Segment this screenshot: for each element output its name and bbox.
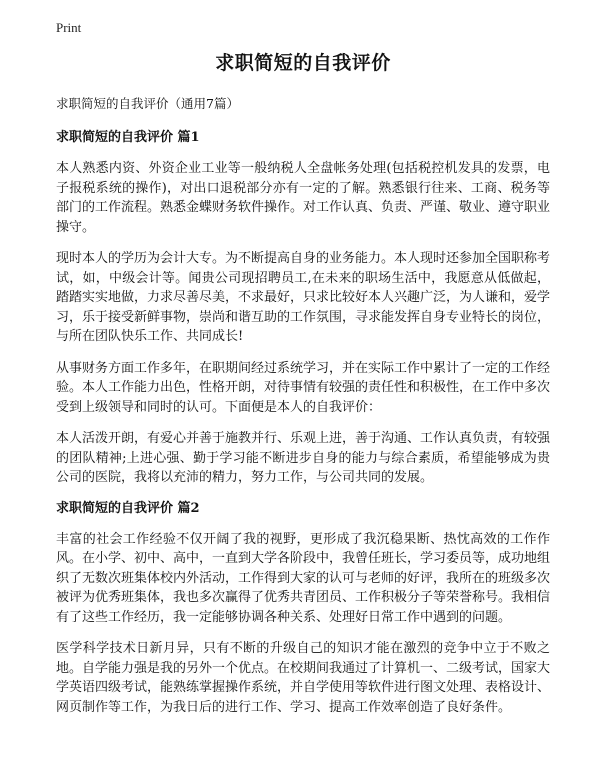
section-1 [56,129,550,488]
document-intro: 求职简短的自我评价（通用7篇） [56,96,239,111]
section-2 [56,500,550,718]
section-heading: 求职简短的自我评价 篇1 [56,130,200,145]
paragraph: 现时本人的学历为会计大专。为不断提高自身的业务能力。本人现时还参加全国职称考试，如，中级会计等。闻贵公司现招聘员工,在未来的职场生活中，我愿意从低做起，踏踏实实地做，力求尽善尽美，不求最好，只求比较好本人兴趣广泛，为人谦和，爱学习，乐于接受新鲜事物，崇尚和谐互助的工作氛围，寻求能发挥自身专业特长的岗位，与所在团队快乐工作、共同成长! [56,251,551,344]
paragraph: 丰富的社会工作经验不仅开阔了我的视野，更形成了我沉稳果断、热忱高效的工作作风。在小学、初中、高中，一直到大学各阶段中，我曾任班长，学习委员等，成功地组织了无数次班集体校内外活动，工作得到大家的认可与老师的好评，我所在的班级多次被评为优秀班集体，我也多次赢得了优秀共青团员、工作积极分子等荣誉称号。我相信有了这些工作经历，我一定能够协调各种关系、处理好日常工作中遇到的问题。 [56,531,551,625]
paragraph: 从事财务方面工作多年，在职期间经过系统学习，并在实际工作中累计了一定的工作经验。本人工作能力出色，性格开朗，对待事情有较强的责任性和积极性，在工作中多次受到上级领导和同时的认可。下面便是本人的自我评价： [56,360,551,415]
paragraph: 本人熟悉内资、外资企业工业等一般纳税人全盘帐务处理(包括税控机发具的发票，电子报税系统的操作)，对出口退税部分亦有一定的了解。熟悉银行往来、工商、税务等部门的工作流程。熟悉金蝶财务软件操作。对工作认真、负责、严谨、敬业、遵守职业操守。 [56,161,551,235]
paragraph: 医学科学技术日新月异，只有不断的升级自己的知识才能在激烈的竞争中立于不败之地。自学能力强是我的另外一个优点。在校期间我通过了计算机一、二级考试，国家大学英语四级考试，能熟练掌握操作系统，并自学使用等软件进行图文处理、表格设计、网页制作等工作，为我日后的进行工作、学习、提高工作效率创造了良好条件。 [56,641,551,715]
section-heading: 求职简短的自我评价 篇2 [56,500,200,516]
print-link[interactable]: Print [56,20,82,35]
page-title: 求职简短的自我评价 [215,52,391,74]
paragraph: 本人活泼开朗，有爱心并善于施教并行、乐观上进，善于沟通、工作认真负责，有较强的团队精神;上进心强、勤于学习能不断进步自身的能力与综合素质，希望能够成为贵公司的医院，我将以充沛的精力，努力工作，与公司共同的发展。 [56,431,551,485]
document-page [56,48,550,729]
